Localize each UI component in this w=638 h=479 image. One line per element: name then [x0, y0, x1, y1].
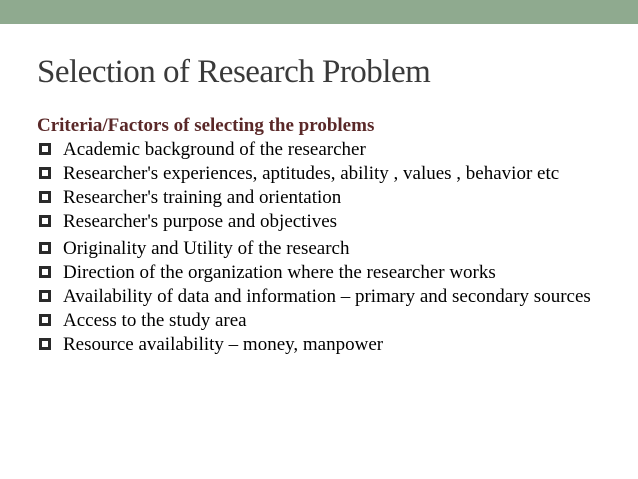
slide-title: Selection of Research Problem: [37, 54, 431, 90]
list-item: [37, 261, 601, 285]
list-item: [37, 162, 601, 186]
slide-content: [37, 114, 601, 357]
list-item: [37, 210, 601, 234]
square-bullet-icon: [39, 215, 51, 227]
list-item-text: Researcher's experiences, aptitudes, ability , values , behavior etc: [63, 163, 560, 184]
top-accent-bar: [0, 0, 638, 24]
square-bullet-icon: [39, 314, 51, 326]
list-item-text: Access to the study area: [63, 310, 247, 331]
square-bullet-icon: [39, 338, 51, 350]
square-bullet-icon: [39, 266, 51, 278]
square-bullet-icon: [39, 191, 51, 203]
square-bullet-icon: [39, 242, 51, 254]
list-item-text: Researcher's training and orientation: [63, 187, 342, 208]
criteria-heading: Criteria/Factors of selecting the problems: [37, 115, 375, 136]
list-item: [37, 333, 601, 357]
list-item-text: Researcher's purpose and objectives: [63, 211, 338, 232]
list-item: [37, 309, 601, 333]
list-item: [37, 186, 601, 210]
square-bullet-icon: [39, 167, 51, 179]
list-item-text: Direction of the organization where the researcher works: [63, 262, 496, 283]
list-item: [37, 138, 601, 162]
list-item: [37, 237, 601, 261]
list-item-text: Resource availability – money, manpower: [63, 334, 384, 355]
list-item-text: Originality and Utility of the research: [63, 238, 350, 259]
criteria-list: [37, 138, 601, 357]
list-item-text: Availability of data and information – primary and secondary sources: [63, 286, 591, 307]
list-item: [37, 285, 601, 309]
list-item-text: Academic background of the researcher: [63, 139, 366, 160]
square-bullet-icon: [39, 290, 51, 302]
square-bullet-icon: [39, 143, 51, 155]
